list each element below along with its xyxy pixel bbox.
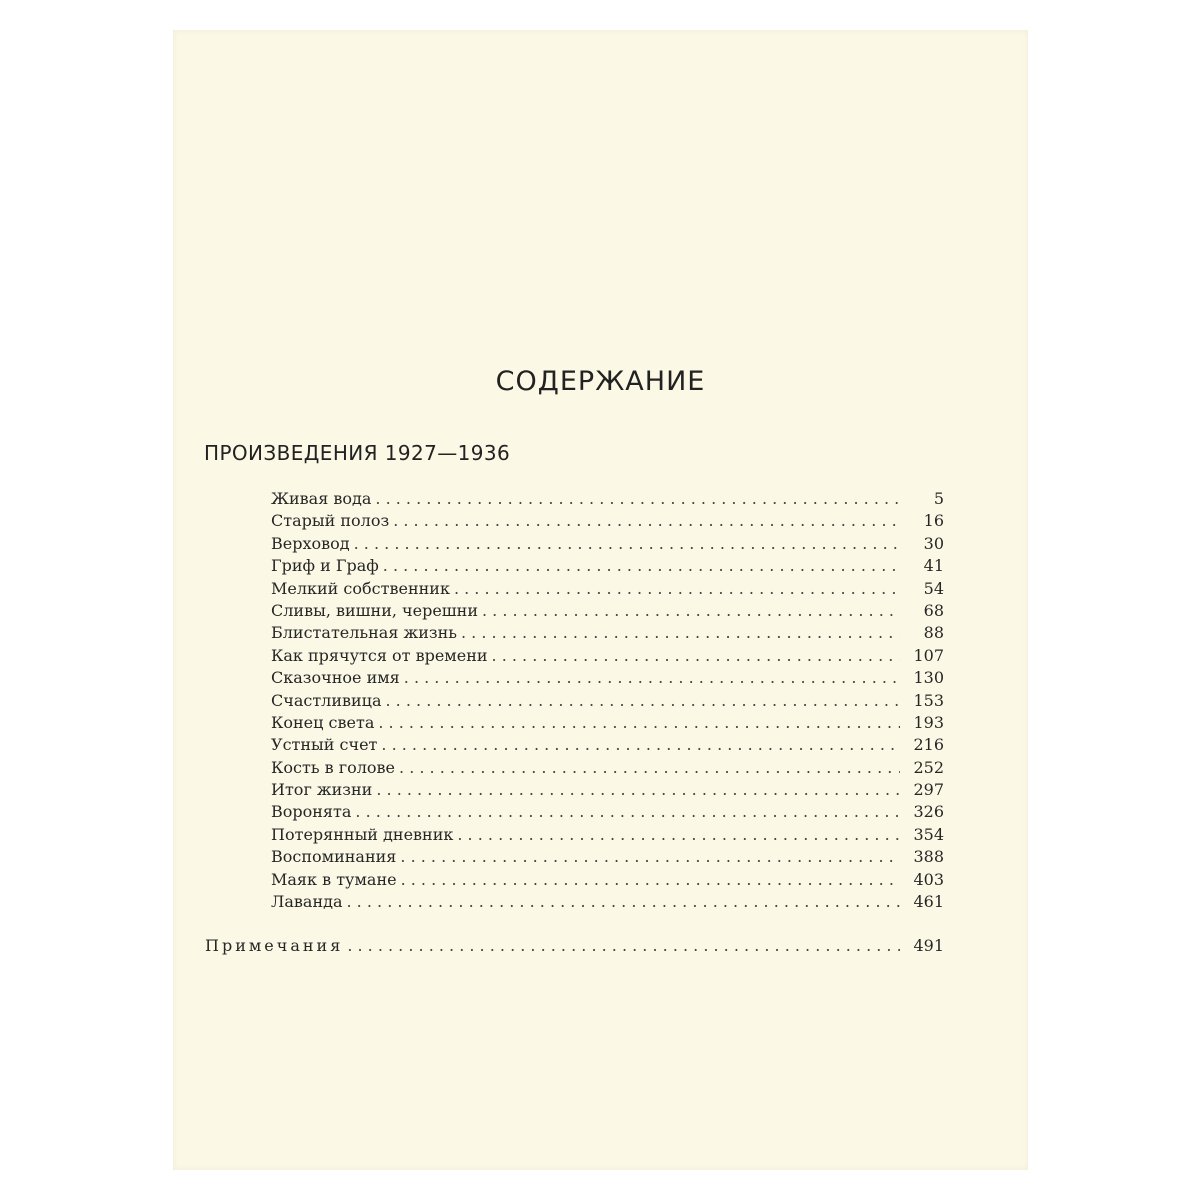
dot-leader xyxy=(492,645,900,667)
dot-leader xyxy=(393,510,900,532)
dot-leader xyxy=(354,533,900,555)
toc-notes-entry xyxy=(205,935,944,957)
toc-entry-title: Верховод xyxy=(271,533,350,553)
dot-leader xyxy=(378,712,900,734)
toc-entry-title: Маяк в тумане xyxy=(271,869,397,889)
toc-entry-page: 403 xyxy=(913,869,944,889)
toc-entry-title: Сказочное имя xyxy=(271,668,400,688)
toc-entry-title: Сливы, вишни, черешни xyxy=(271,600,478,620)
toc-entry-page: 326 xyxy=(913,802,944,822)
dot-leader xyxy=(347,891,901,913)
toc-entry xyxy=(271,712,944,734)
toc-entry-title: Воронята xyxy=(271,802,352,822)
toc-entry xyxy=(271,824,944,846)
toc-entry-title: Живая вода xyxy=(271,489,372,508)
toc-entry-title: Гриф и Граф xyxy=(271,556,379,576)
section-heading: ПРОИЗВЕДЕНИЯ 1927—1936 xyxy=(204,441,511,465)
toc-entry xyxy=(271,600,944,622)
toc-entry-title: Мелкий собственник xyxy=(271,578,450,598)
dot-leader xyxy=(400,846,900,868)
toc-entry-title: Как прячутся от времени xyxy=(271,645,488,665)
toc-entry-page: 252 xyxy=(913,757,944,777)
toc-entry xyxy=(271,645,944,667)
dot-leader xyxy=(399,757,900,779)
toc-entry-title: Блистательная жизнь xyxy=(271,623,457,643)
toc-entry-page: 193 xyxy=(913,712,944,732)
toc-entry xyxy=(271,578,944,600)
toc-entry-page: 16 xyxy=(923,511,944,531)
toc-entry xyxy=(271,690,944,712)
toc-entry-title: Потерянный дневник xyxy=(271,824,454,844)
toc-entry-page: 491 xyxy=(913,936,944,955)
toc-entry-title: Итог жизни xyxy=(271,780,373,800)
dot-leader xyxy=(461,622,900,644)
toc-entry-page: 41 xyxy=(923,556,944,576)
toc-entry-title: Примечания xyxy=(205,936,344,955)
toc-entry xyxy=(271,488,944,510)
toc-entry-title: Лаванда xyxy=(271,892,343,912)
toc-entry-page: 153 xyxy=(913,690,944,710)
book-page xyxy=(173,30,1028,1170)
dot-leader xyxy=(347,935,900,957)
toc-entry-page: 354 xyxy=(913,824,944,844)
toc-entry xyxy=(271,734,944,756)
toc-entry xyxy=(271,801,944,823)
toc-entry-title: Счастливица xyxy=(271,690,382,710)
dot-leader xyxy=(482,600,900,622)
toc-entry-page: 388 xyxy=(913,847,944,867)
toc-entry-title: Устный счет xyxy=(271,735,378,755)
toc-entry xyxy=(271,667,944,689)
dot-leader xyxy=(381,734,900,756)
toc-entry xyxy=(271,891,944,913)
dot-leader xyxy=(404,667,900,689)
toc-entry xyxy=(271,622,944,644)
toc-entry-page: 461 xyxy=(913,892,944,912)
toc-entry-page: 107 xyxy=(913,645,944,665)
dot-leader xyxy=(355,801,900,823)
toc-entry xyxy=(271,779,944,801)
toc-entry xyxy=(271,757,944,779)
toc-entry xyxy=(271,846,944,868)
dot-leader xyxy=(401,869,900,891)
toc-entry xyxy=(271,533,944,555)
toc-entry-title: Старый полоз xyxy=(271,511,390,531)
toc-entry xyxy=(271,510,944,532)
toc-entry-page: 88 xyxy=(923,623,944,643)
toc-entry-page: 30 xyxy=(923,533,944,553)
toc-entry xyxy=(271,555,944,577)
dot-leader xyxy=(375,488,900,510)
dot-leader xyxy=(383,555,900,577)
dot-leader xyxy=(386,690,901,712)
toc-entry-page: 68 xyxy=(923,600,944,620)
toc-entry-page: 297 xyxy=(913,780,944,800)
toc-entry-title: Конец света xyxy=(271,712,375,732)
dot-leader xyxy=(376,779,900,801)
table-of-contents xyxy=(271,488,944,913)
toc-entry-page: 54 xyxy=(923,578,944,598)
toc-entry-page: 5 xyxy=(933,489,944,508)
page-title: СОДЕРЖАНИЕ xyxy=(495,366,706,397)
toc-entry-page: 130 xyxy=(913,668,944,688)
dot-leader xyxy=(454,578,900,600)
dot-leader xyxy=(457,824,900,846)
toc-entry xyxy=(271,869,944,891)
toc-entry-title: Кость в голове xyxy=(271,757,396,777)
toc-entry-title: Воспоминания xyxy=(271,847,397,867)
toc-entry xyxy=(205,935,944,957)
toc-entry-page: 216 xyxy=(913,735,944,755)
